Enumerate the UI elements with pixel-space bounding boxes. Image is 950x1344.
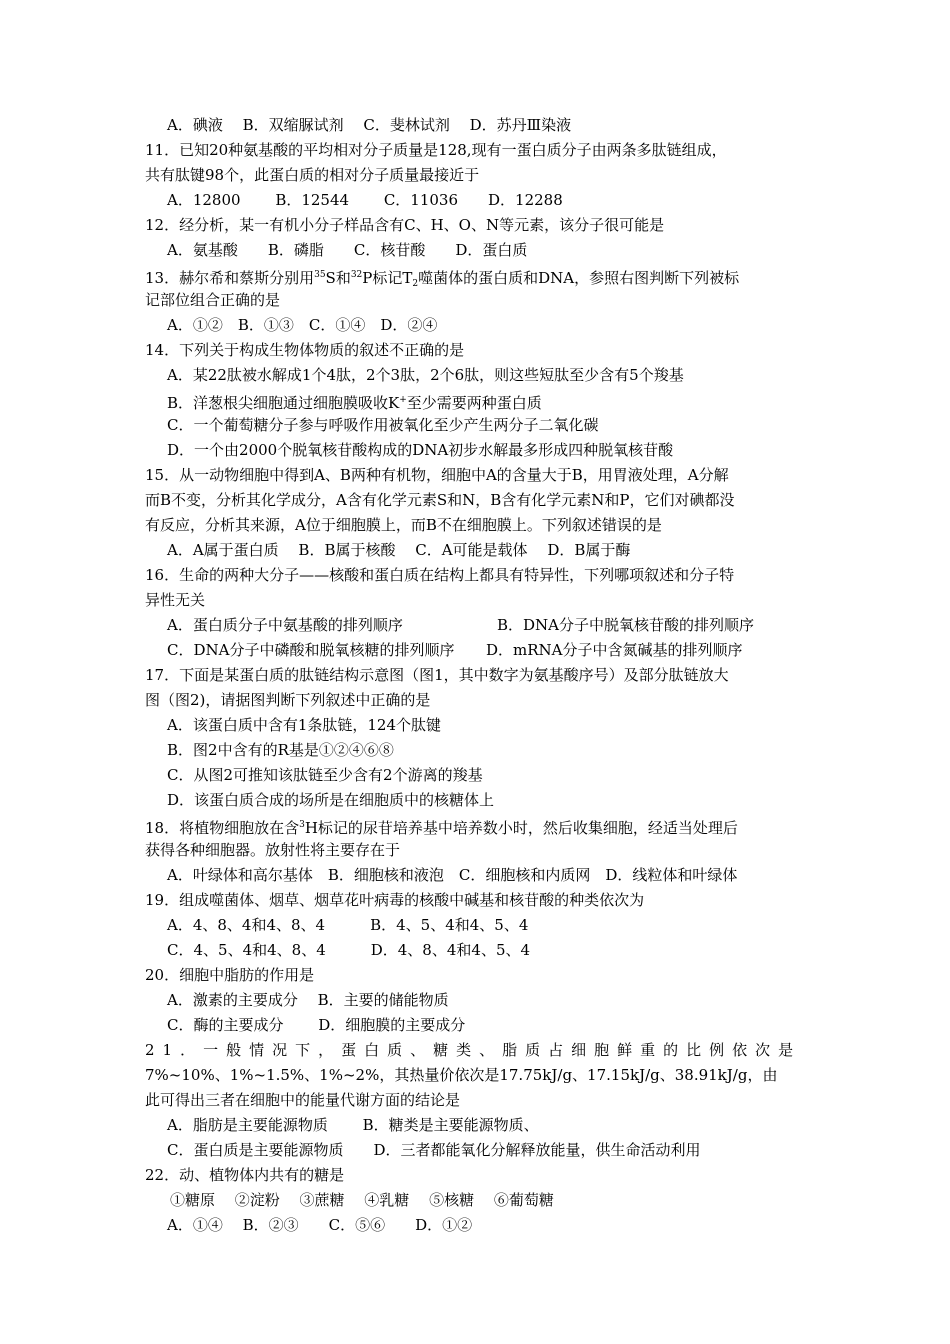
q19-options-row2: C．4、5、4和4、8、4 D．4、8、4和4、5、4 bbox=[167, 941, 531, 959]
q14-option-b bbox=[167, 390, 542, 413]
q15-stem-line1: 15．从一动物细胞中得到A、B两种有机物，细胞中A的含量大于B，用胃液处理，A分解 bbox=[145, 466, 729, 484]
q20-options-row1: A．激素的主要成分 B．主要的储能物质 bbox=[167, 991, 449, 1009]
q14-b-text: 至少需要两种蛋白质 bbox=[406, 394, 542, 412]
q21-options-row1: A．脂肪是主要能源物质 B．糖类是主要能源物质、 bbox=[167, 1116, 539, 1134]
q18-stem-line2: 获得各种细胞器。放射性将主要存在于 bbox=[145, 841, 401, 859]
q17-stem-line2: 图（图2)，请据图判断下列叙述中正确的是 bbox=[145, 691, 431, 709]
subscript: 2 bbox=[412, 279, 419, 289]
q22-items: ①糖原 ②淀粉 ③蔗糖 ④乳糖 ⑤核糖 ⑥葡萄糖 bbox=[170, 1191, 554, 1209]
q21-stem-line2: 7%~10%、1%~1.5%、1%~2%，其热量价依次是17.75kJ/g、17.15kJ/g、38.91kJ/g，由 bbox=[145, 1066, 778, 1084]
q12-options: A．氨基酸 B．磷脂 C．核苷酸 D．蛋白质 bbox=[167, 241, 528, 259]
superscript: 35 bbox=[314, 270, 326, 280]
q21-options-row2: C．蛋白质是主要能源物质 D．三者都能氧化分解释放能量，供生命活动利用 bbox=[167, 1141, 701, 1159]
q21-stem-line1: 21．一般情况下，蛋白质、糖类、脂质占细胞鲜重的比例依次是 bbox=[145, 1041, 802, 1059]
q17-option-b: B．图2中含有的R基是①②④⑥⑧ bbox=[167, 741, 394, 759]
q13-text: S和 bbox=[325, 269, 351, 287]
q18-options: A．叶绿体和高尔基体 B．细胞核和液泡 C．细胞核和内质网 D．线粒体和叶绿体 bbox=[167, 866, 738, 884]
q17-stem-line1: 17．下面是某蛋白质的肽链结构示意图（图1，其中数字为氨基酸序号）及部分肽链放大 bbox=[145, 666, 729, 684]
q14-b-text: B．洋葱根尖细胞通过细胞膜吸收K bbox=[167, 394, 400, 412]
q11-stem-line2: 共有肽键98个，此蛋白质的相对分子质量最接近于 bbox=[145, 166, 480, 184]
q21-stem-line3: 此可得出三者在细胞中的能量代谢方面的结论是 bbox=[145, 1091, 461, 1109]
q11-stem-line1: 11．已知20种氨基酸的平均相对分子质量是128,现有一蛋白质分子由两条多肽链组成， bbox=[145, 141, 727, 159]
q15-options: A．A属于蛋白质 B．B属于核酸 C．A可能是载体 D．B属于酶 bbox=[167, 541, 631, 559]
q20-stem: 20．细胞中脂肪的作用是 bbox=[145, 966, 315, 984]
q13-options: A．①② B．①③ C．①④ D．②④ bbox=[167, 316, 438, 334]
q13-text: 噬菌体的蛋白质和DNA，参照右图判断下列被标 bbox=[418, 269, 740, 287]
q17-option-a: A．该蛋白质中含有1条肽链，124个肽键 bbox=[167, 716, 442, 734]
q18-text: H标记的尿苷培养基中培养数小时，然后收集细胞，经适当处理后 bbox=[304, 819, 738, 837]
q14-option-d: D．一个由2000个脱氧核苷酸构成的DNA初步水解最多形成四种脱氧核苷酸 bbox=[167, 441, 674, 459]
q16-option-d: D．mRNA分子中含氮碱基的排列顺序 bbox=[486, 641, 743, 659]
q22-options: A．①④ B．②③ C．⑤⑥ D．①② bbox=[167, 1216, 473, 1234]
superscript: 3 bbox=[299, 820, 305, 830]
superscript: 32 bbox=[350, 270, 363, 280]
q20-options-row2: C．酶的主要成分 D．细胞膜的主要成分 bbox=[167, 1016, 466, 1034]
q15-stem-line2: 而B不变，分析其化学成分，A含有化学元素S和N，B含有化学元素N和P，它们对碘都没 bbox=[145, 491, 735, 509]
q19-stem: 19．组成噬菌体、烟草、烟草花叶病毒的核酸中碱基和核苷酸的种类依次为 bbox=[145, 891, 645, 909]
q14-stem: 14．下列关于构成生物体物质的叙述不正确的是 bbox=[145, 341, 465, 359]
q17-option-d: D．该蛋白质合成的场所是在细胞质中的核糖体上 bbox=[167, 791, 495, 809]
superscript: + bbox=[399, 395, 407, 405]
q16-option-c: C．DNA分子中磷酸和脱氧核糖的排列顺序 bbox=[167, 641, 455, 659]
q11-options: A．12800 B．12544 C．11036 D．12288 bbox=[167, 191, 563, 209]
q17-option-c: C．从图2可推知该肽链至少含有2个游离的羧基 bbox=[167, 766, 483, 784]
q16-option-a: A．蛋白质分子中氨基酸的排列顺序 bbox=[167, 616, 403, 634]
q13-stem-line2: 记部位组合正确的是 bbox=[145, 291, 281, 309]
q10-options: A．碘液 B．双缩脲试剂 C．斐林试剂 D．苏丹Ⅲ染液 bbox=[167, 116, 572, 134]
q19-options-row1: A．4、8、4和4、8、4 B．4、5、4和4、5、4 bbox=[167, 916, 529, 934]
q22-stem: 22．动、植物体内共有的糖是 bbox=[145, 1166, 345, 1184]
q18-stem-line1 bbox=[145, 815, 738, 838]
q12-stem: 12．经分析，某一有机小分子样品含有C、H、O、N等元素，该分子很可能是 bbox=[145, 216, 665, 234]
q14-option-a: A．某22肽被水解成1个4肽，2个3肽，2个6肽，则这些短肽至少含有5个羧基 bbox=[167, 366, 684, 384]
q16-stem-line2: 异性无关 bbox=[145, 591, 206, 609]
q13-text: P标记T bbox=[362, 269, 413, 287]
q18-text: 18．将植物细胞放在含 bbox=[145, 819, 300, 837]
q16-option-b: B．DNA分子中脱氧核苷酸的排列顺序 bbox=[497, 616, 755, 634]
q15-stem-line3: 有反应，分析其来源，A位于细胞膜上，而B不在细胞膜上。下列叙述错误的是 bbox=[145, 516, 662, 534]
q14-option-c: C．一个葡萄糖分子参与呼吸作用被氧化至少产生两分子二氧化碳 bbox=[167, 416, 599, 434]
q16-stem-line1: 16．生命的两种大分子——核酸和蛋白质在结构上都具有特异性，下列哪项叙述和分子特 bbox=[145, 566, 735, 584]
q13-text: 13．赫尔希和蔡斯分别用 bbox=[145, 269, 315, 287]
